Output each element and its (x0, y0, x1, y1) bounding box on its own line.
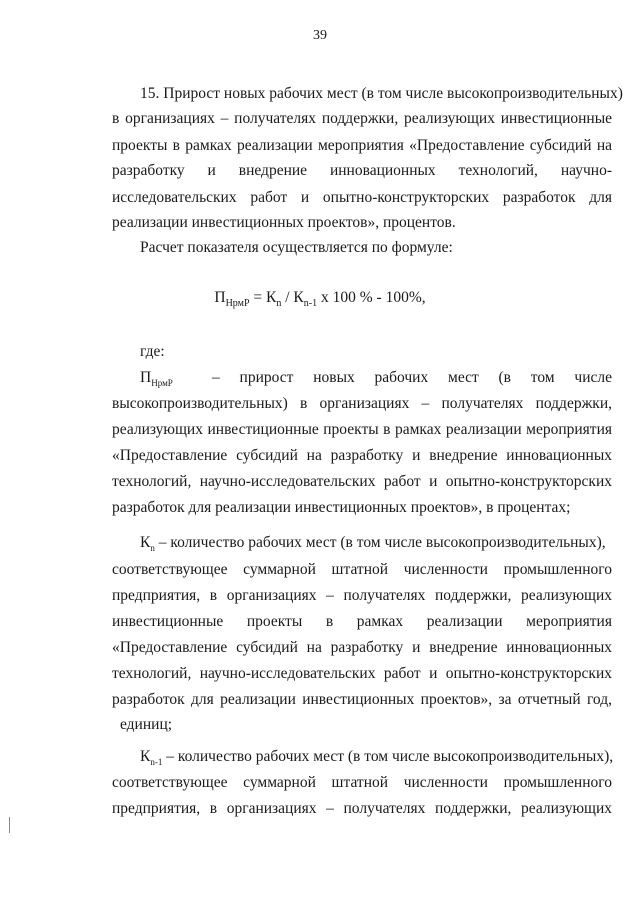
formula-kn-sub: n (276, 298, 282, 310)
definition-line: технологий, научно-исследовательских работ и опытно-конструкторских (112, 665, 612, 682)
formula-rest: х 100 % - 100%, (317, 289, 426, 306)
definition-line: соответствующее суммарной штатной численности промышленного (112, 561, 612, 578)
definition-line: «Предоставление субсидий на разработку и внедрение инновационных (112, 639, 612, 656)
definition-text: – количество рабочих мест (в том числе высокопроизводительных), (166, 748, 614, 765)
formula-p: П (214, 289, 226, 306)
paragraph-line: исследовательских работ и опытно-конструкторских разработок для (112, 189, 612, 206)
page-number: 39 (313, 28, 327, 43)
formula-kn1-sub: n-1 (303, 298, 318, 310)
definition-line: разработок для реализации инвестиционных проектов», в процентах; (112, 499, 571, 516)
definition-first-line (140, 533, 612, 558)
paragraph-line: 15. Прирост новых рабочих мест (в том числе высокопроизводительных) (140, 85, 623, 102)
symbol-kn-1: $К_{n-1}$ (140, 748, 163, 768)
definition-line: единиц; (120, 716, 173, 733)
definition-line: соответствующее суммарной штатной численности промышленного (112, 774, 612, 791)
where-label: где: (140, 343, 165, 360)
definition-first-line (140, 368, 612, 393)
formula-p-sub: НрмР (225, 298, 250, 310)
definition-line: предприятия, в организациях – получателях поддержки, реализующих (112, 587, 612, 604)
symbol-kn: $К_n$ (140, 534, 155, 554)
definition-line: предприятия, в организациях – получателях поддержки, реализующих (112, 800, 612, 817)
calc-text: Расчет показателя осуществляется по формуле: (140, 239, 453, 256)
paragraph-line: проекты в рамках реализации мероприятия «Предоставление субсидий на (112, 137, 612, 154)
definition-line: разработок для реализации инвестиционных проектов», за отчетный год, (112, 691, 612, 708)
definition-first-line (140, 747, 612, 772)
definition-text: – количество рабочих мест (в том числе высокопроизводительных), (158, 534, 606, 551)
definition-line: высокопроизводительных) в организациях – получателях поддержки, (112, 395, 612, 412)
scan-mark (9, 817, 10, 833)
paragraph-line: в организациях – получателях поддержки, реализующих инвестиционные (112, 110, 612, 127)
formula-eq: = К (249, 289, 277, 306)
symbol-p: $П_{НрмР}$ (140, 369, 173, 389)
definition-line: «Предоставление субсидий на разработку и внедрение инновационных (112, 447, 612, 464)
definition-line: реализующих инвестиционные проекты в рамках реализации мероприятия (112, 421, 612, 438)
definition-line: инвестиционные проекты в рамках реализации мероприятия (112, 613, 612, 630)
definition-line: технологий, научно-исследовательских работ и опытно-конструкторских (112, 473, 612, 490)
paragraph-line: реализации инвестиционных проектов», процентов. (112, 214, 456, 231)
paragraph-line: разработку и внедрение инновационных технологий, научно- (112, 162, 612, 179)
formula-div: / К (281, 289, 304, 306)
definition-text: – прирост новых рабочих мест (в том числе (212, 369, 612, 386)
formula (0, 289, 640, 309)
